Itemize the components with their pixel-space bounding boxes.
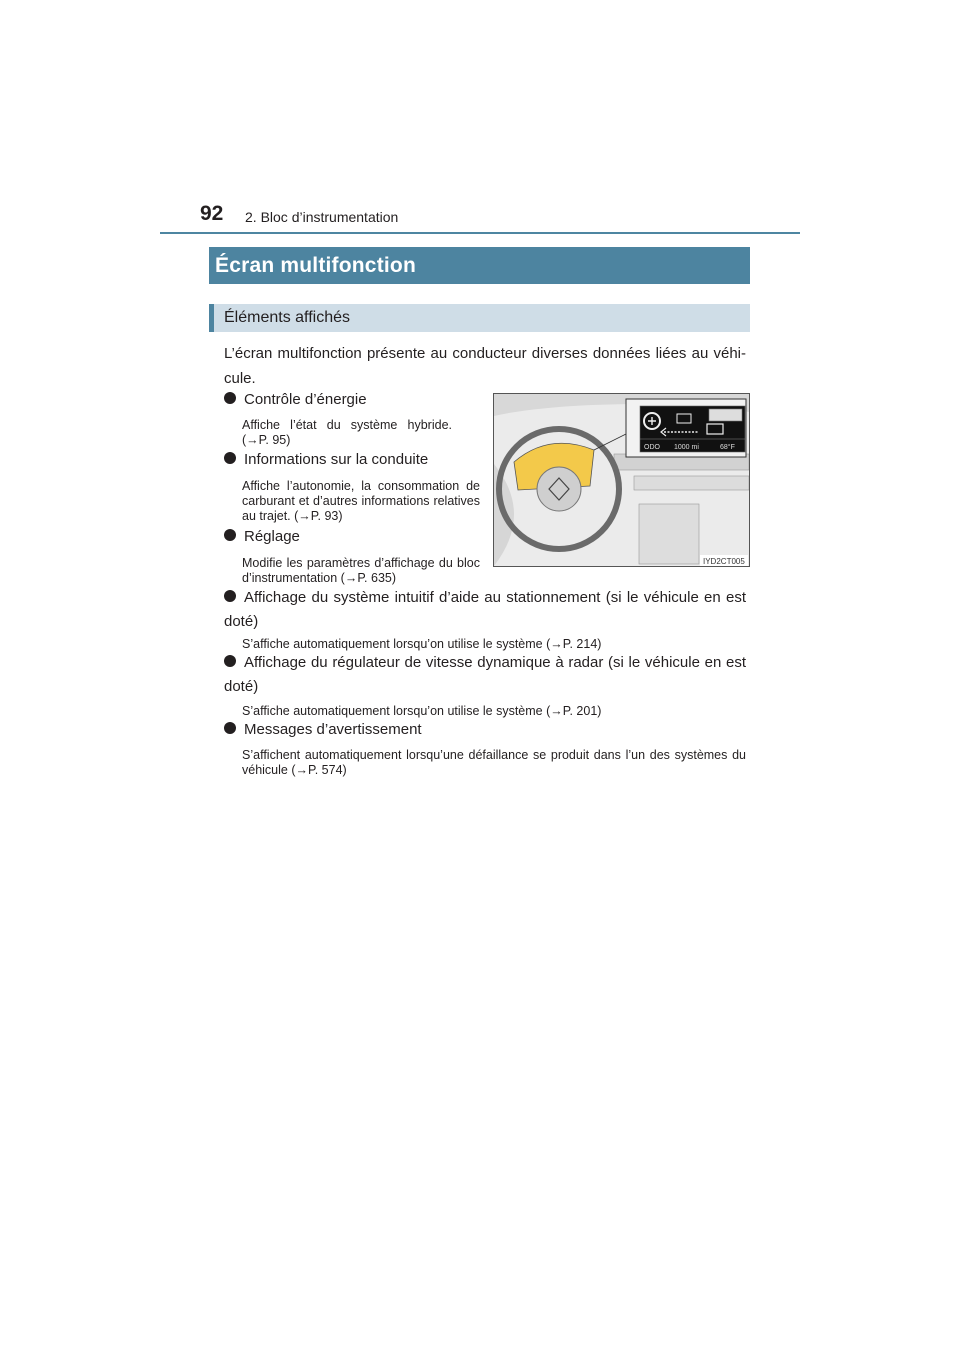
item-description: S’affiche automatiquement lorsqu’on utilise le système (→P. 214)	[242, 637, 602, 651]
bullet-icon	[224, 452, 236, 464]
bullet-icon	[224, 655, 236, 667]
bullet-icon	[224, 722, 236, 734]
bullet-icon	[224, 590, 236, 602]
dashboard-illustration	[493, 393, 750, 567]
item-label: Réglage	[244, 528, 300, 545]
bullet-icon	[224, 529, 236, 541]
section-title: Écran multifonction	[209, 247, 750, 284]
list-item	[224, 448, 462, 472]
header-rule	[160, 232, 800, 234]
intro-paragraph: L’écran multifonction présente au conducteur diverses données liées au véhi-cule.	[224, 345, 746, 387]
display-distance: 1000 mi	[674, 444, 699, 451]
list-item	[224, 718, 746, 742]
bullet-icon	[224, 392, 236, 404]
figure-code: IYD2CT005	[703, 557, 745, 566]
list-item	[224, 525, 462, 549]
list-item	[224, 651, 746, 699]
list-item	[224, 388, 462, 412]
chapter-title: 2. Bloc d’instrumentation	[245, 209, 399, 225]
list-item	[224, 586, 746, 634]
item-label: Messages d’avertissement	[244, 721, 422, 738]
item-description: Modifie les paramètres d’affichage du bloc d’instrumentation (→P. 635)	[242, 556, 480, 585]
item-label: Affichage du système intuitif d’aide au stationnement (si le véhicule en est doté)	[224, 589, 746, 630]
item-label: Informations sur la conduite	[244, 451, 429, 468]
item-label: Contrôle d’énergie	[244, 391, 367, 408]
section-subtitle: Éléments affichés	[209, 304, 750, 332]
item-description: Affiche l’état du système hybride. (→P. 95)	[242, 418, 452, 447]
page-number: 92	[200, 202, 224, 225]
display-odo: ODO	[644, 444, 660, 451]
item-description: S’affiche automatiquement lorsqu’on utilise le système (→P. 201)	[242, 704, 602, 718]
item-label: Affichage du régulateur de vitesse dynamique à radar (si le véhicule en est doté)	[224, 654, 746, 695]
item-description: Affiche l’autonomie, la consommation de carburant et d’autres informations relatives au trajet. (→P. 93)	[242, 479, 480, 523]
item-description: S’affichent automatiquement lorsqu’une défaillance se produit dans l’un des systèmes du véhicule (→P. 574)	[242, 748, 746, 777]
display-temperature: 68°F	[720, 444, 735, 451]
